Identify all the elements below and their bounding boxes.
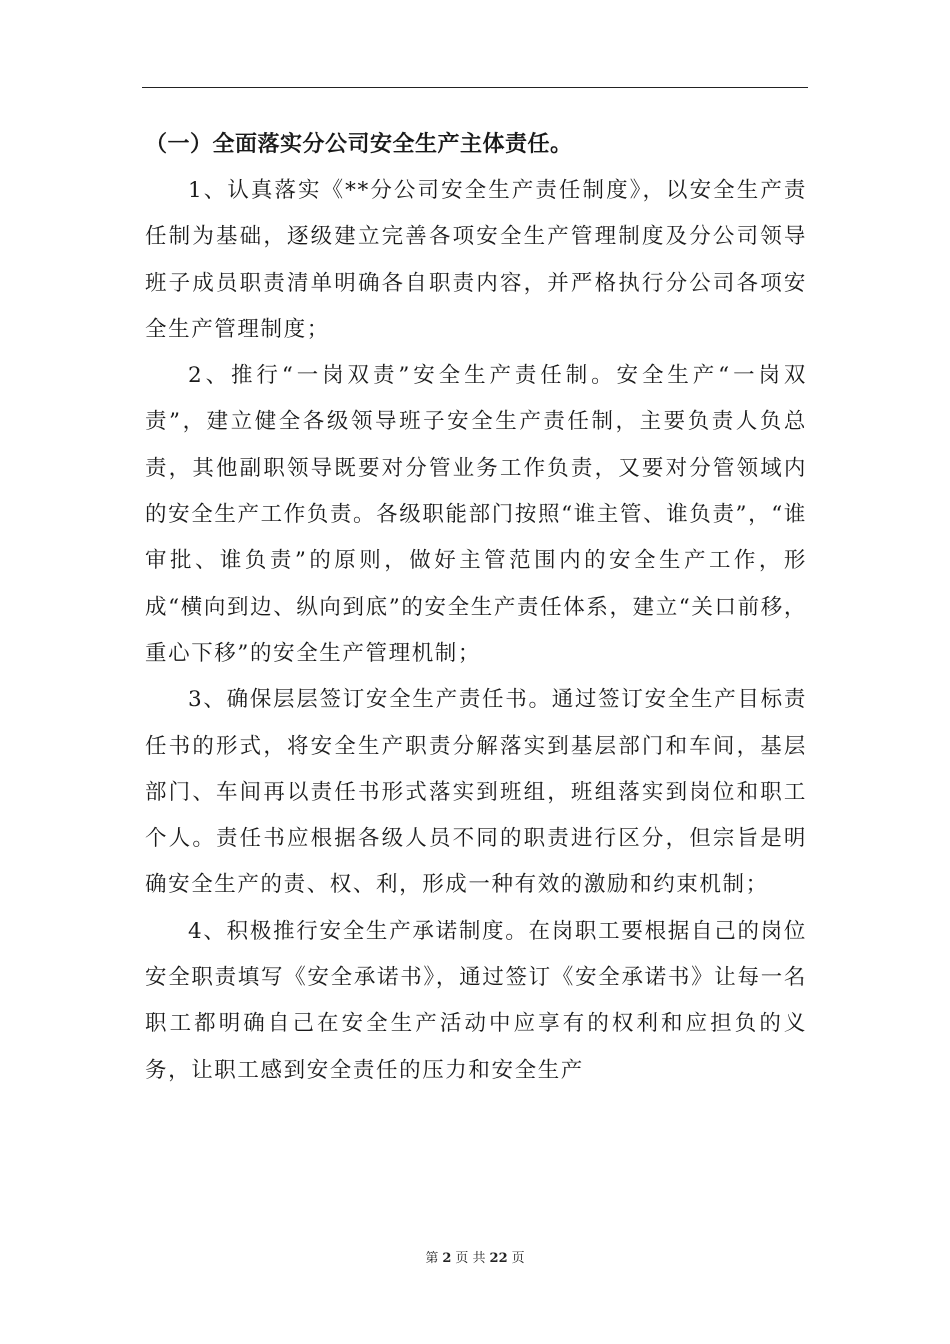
- page-footer: [0, 1247, 950, 1266]
- section-heading: （一）全面落实分公司安全生产主体责任。: [145, 132, 573, 157]
- footer-suffix: 页: [511, 1251, 525, 1266]
- footer-total-pages: 22: [489, 1251, 508, 1266]
- footer-page-number: 2: [442, 1251, 452, 1266]
- footer-middle: 页 共: [455, 1251, 486, 1266]
- paragraph-3: 3、确保层层签订安全生产责任书。通过签订安全生产目标责任书的形式，将安全生产职责分解落实到基层部门和车间，基层部门、车间再以责任书形式落实到班组，班组落实到岗位和职工个人。责任书应根据各级人员不同的职责进行区分，但宗旨是明确安全生产的责、权、利，形成一种有效的激励和约束机制；: [145, 687, 807, 898]
- header-rule: [142, 87, 808, 88]
- document-body: [145, 122, 807, 1094]
- paragraph-1: 1、认真落实《**分公司安全生产责任制度》，以安全生产责任制为基础，逐级建立完善各项安全生产管理制度及分公司领导班子成员职责清单明确各自职责内容，并严格执行分公司各项安全生产管理制度；: [145, 178, 807, 342]
- footer-prefix: 第: [425, 1251, 439, 1266]
- paragraph-2: 2、推行“一岗双责”安全生产责任制。安全生产“一岗双责”，建立健全各级领导班子安全生产责任制，主要负责人负总责，其他副职领导既要对分管业务工作负责，又要对分管领域内的安全生产工作负责。各级职能部门按照“谁主管、谁负责”，“谁审批、谁负责”的原则，做好主管范围内的安全生产工作，形成“横向到边、纵向到底”的安全生产责任体系，建立“关口前移，重心下移”的安全生产管理机制；: [145, 363, 807, 666]
- paragraph-4: 4、积极推行安全生产承诺制度。在岗职工要根据自己的岗位安全职责填写《安全承诺书》，通过签订《安全承诺书》让每一名职工都明确自己在安全生产活动中应享有的权利和应担负的义务，让职工感到安全责任的压力和安全生产: [145, 918, 807, 1083]
